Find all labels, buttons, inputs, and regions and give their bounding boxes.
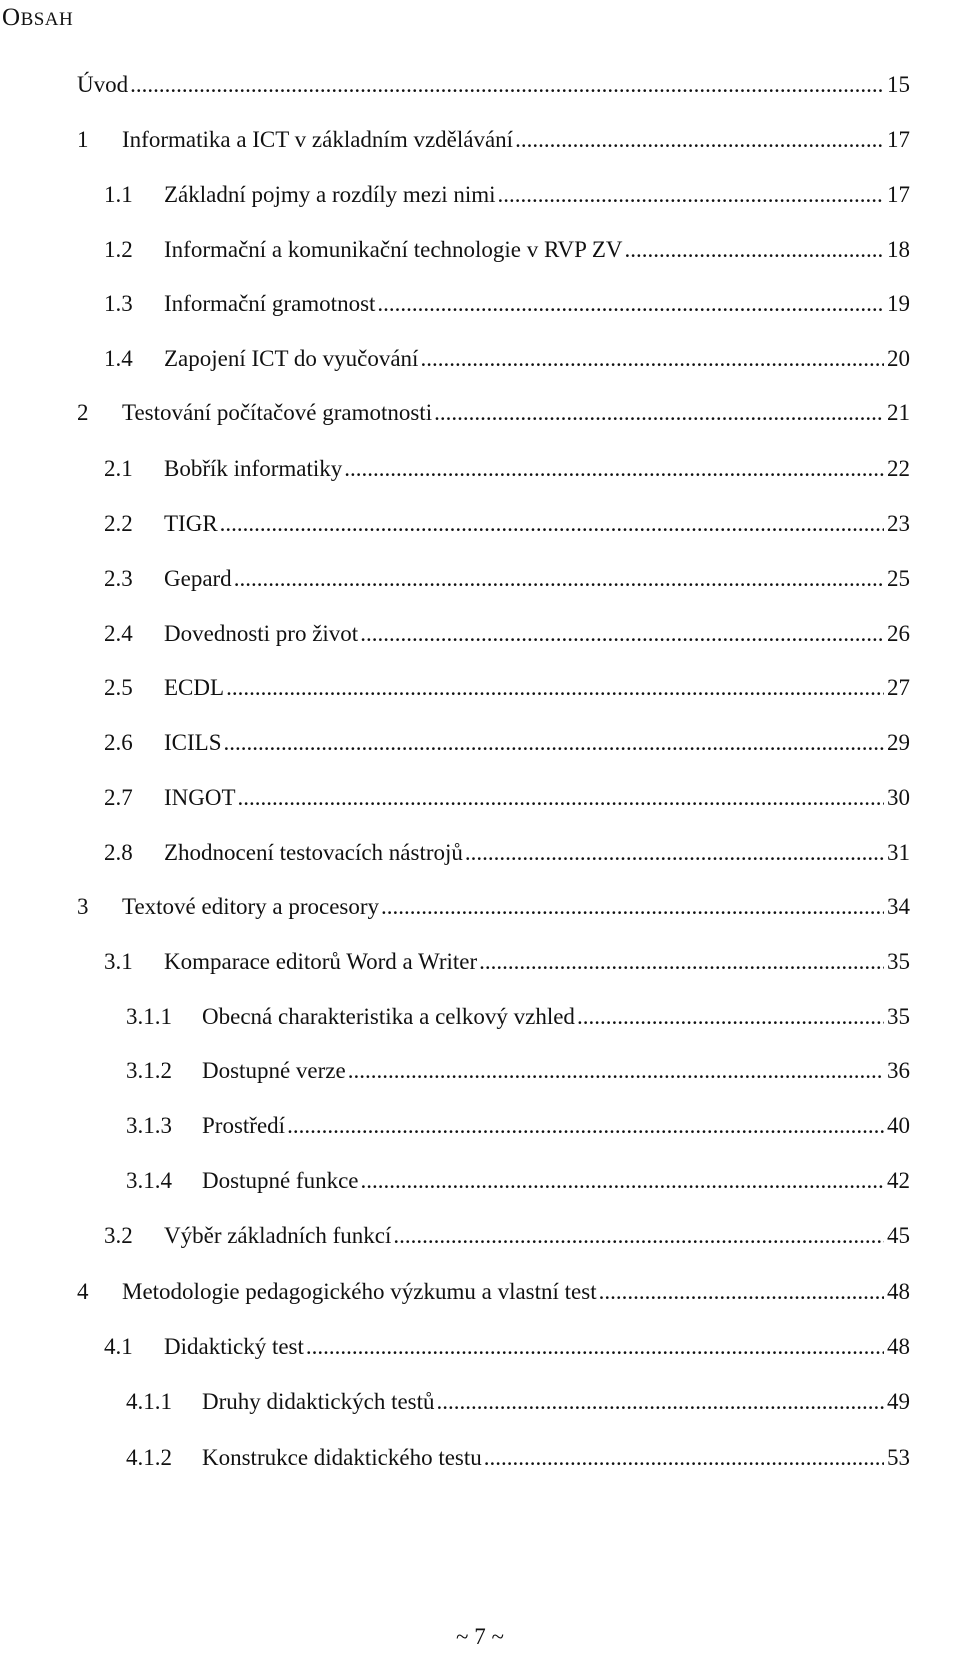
toc-dot-leader: [130, 68, 884, 102]
toc-entry-number: 2.1: [104, 456, 133, 481]
toc-entry-page: 22: [887, 456, 910, 481]
toc-entry[interactable]: [0, 233, 960, 267]
toc-entry-page: 30: [887, 785, 910, 810]
toc-entry-number: 4.1.1: [126, 1389, 172, 1414]
toc-entry[interactable]: [0, 123, 960, 157]
toc-entry-title: Textové editory a procesory: [122, 894, 380, 919]
toc-entry-title: Úvod: [77, 72, 129, 97]
toc-entry-number: 2.7: [104, 785, 133, 810]
toc-dot-leader: [484, 1441, 884, 1475]
toc-entry[interactable]: [0, 836, 960, 870]
toc-entry-number: 1.3: [104, 291, 133, 316]
toc-entry[interactable]: [0, 507, 960, 541]
toc-entry[interactable]: [0, 68, 960, 102]
toc-entry-number: 3.1.1: [126, 1004, 172, 1029]
toc-entry-title: Bobřík informatiky: [164, 456, 343, 481]
toc-entry-page: 42: [887, 1168, 910, 1193]
toc-entry-page: 48: [887, 1334, 910, 1359]
toc-entry[interactable]: [0, 1219, 960, 1253]
toc-dot-leader: [360, 617, 884, 651]
toc-entry-title: Informační a komunikační technologie v RVP ZV: [164, 237, 623, 262]
toc-entry[interactable]: [0, 617, 960, 651]
toc-entry-number: 3: [77, 894, 89, 919]
toc-entry-number: 3.2: [104, 1223, 133, 1248]
toc-entry-title: Informatika a ICT v základním vzdělávání: [122, 127, 514, 152]
toc-entry-title: Konstrukce didaktického testu: [202, 1445, 482, 1470]
toc-entry-title: Zapojení ICT do vyučování: [164, 346, 419, 371]
toc-entry-page: 23: [887, 511, 910, 536]
toc-entry-page: 25: [887, 566, 910, 591]
toc-entry[interactable]: [0, 178, 960, 212]
toc-entry-page: 48: [887, 1279, 910, 1304]
toc-entry[interactable]: [0, 396, 960, 430]
toc-dot-leader: [465, 836, 884, 870]
page-title: [2, 2, 73, 36]
toc-dot-leader: [434, 396, 884, 430]
toc-dot-leader: [220, 507, 884, 541]
toc-entry-page: 40: [887, 1113, 910, 1138]
toc-entry-page: 35: [887, 1004, 910, 1029]
toc-entry-page: 17: [887, 182, 910, 207]
toc-entry[interactable]: [0, 1330, 960, 1364]
toc-entry-number: 1.1: [104, 182, 133, 207]
toc-entry-title: ECDL: [164, 675, 225, 700]
toc-entry[interactable]: [0, 452, 960, 486]
toc-entry-page: 15: [887, 72, 910, 97]
toc-dot-leader: [420, 342, 884, 376]
toc-entry-page: 19: [887, 291, 910, 316]
toc-entry-title: Prostředí: [202, 1113, 286, 1138]
toc-entry-page: 53: [887, 1445, 910, 1470]
toc-entry-page: 21: [887, 400, 910, 425]
toc-dot-leader: [515, 123, 884, 157]
toc-dot-leader: [226, 671, 884, 705]
toc-entry-title: Dostupné verze: [202, 1058, 346, 1083]
toc-entry-title: Dovednosti pro život: [164, 621, 359, 646]
toc-entry-page: 17: [887, 127, 910, 152]
toc-entry-number: 2.3: [104, 566, 133, 591]
toc-dot-leader: [348, 1054, 884, 1088]
toc-entry-page: 31: [887, 840, 910, 865]
toc-entry[interactable]: [0, 781, 960, 815]
toc-entry[interactable]: [0, 1441, 960, 1475]
toc-entry-number: 4.1: [104, 1334, 133, 1359]
toc-entry[interactable]: [0, 671, 960, 705]
toc-entry-title: Informační gramotnost: [164, 291, 376, 316]
toc-entry-title: TIGR: [164, 511, 218, 536]
toc-dot-leader: [381, 890, 884, 924]
toc-entry[interactable]: [0, 1000, 960, 1034]
toc-entry[interactable]: [0, 890, 960, 924]
toc-entry-title: Metodologie pedagogického výzkumu a vlastní test: [122, 1279, 597, 1304]
toc-entry-page: 34: [887, 894, 910, 919]
toc-entry-number: 3.1.3: [126, 1113, 172, 1138]
toc-entry-page: 45: [887, 1223, 910, 1248]
toc-dot-leader: [344, 452, 884, 486]
toc-entry[interactable]: [0, 287, 960, 321]
toc-entry-number: 2: [77, 400, 89, 425]
toc-entry[interactable]: [0, 562, 960, 596]
toc-entry-title: Komparace editorů Word a Writer: [164, 949, 478, 974]
toc-entry-number: 3.1.4: [126, 1168, 172, 1193]
toc-entry[interactable]: [0, 1164, 960, 1198]
toc-entry-title: INGOT: [164, 785, 236, 810]
toc-entry-number: 4.1.2: [126, 1445, 172, 1470]
toc-entry-title: Gepard: [164, 566, 232, 591]
toc-dot-leader: [624, 233, 884, 267]
toc-entry[interactable]: [0, 1054, 960, 1088]
toc-dot-leader: [377, 287, 884, 321]
toc-entry-page: 35: [887, 949, 910, 974]
toc-entry-number: 2.4: [104, 621, 133, 646]
toc-dot-leader: [479, 945, 884, 979]
toc-entry[interactable]: [0, 945, 960, 979]
toc-entry-title: Testování počítačové gramotnosti: [122, 400, 433, 425]
toc-entry-number: 2.6: [104, 730, 133, 755]
toc-entry-title: Dostupné funkce: [202, 1168, 359, 1193]
toc-entry-title: Výběr základních funkcí: [164, 1223, 392, 1248]
toc-entry-page: 29: [887, 730, 910, 755]
page-number: ~ 7 ~: [456, 1624, 504, 1649]
toc-entry-page: 36: [887, 1058, 910, 1083]
toc-entry-page: 26: [887, 621, 910, 646]
toc-dot-leader: [393, 1219, 884, 1253]
toc-entry-number: 1.4: [104, 346, 133, 371]
toc-entry-title: Základní pojmy a rozdíly mezi nimi: [164, 182, 496, 207]
toc-entry-title: Zhodnocení testovacích nástrojů: [164, 840, 463, 865]
toc-entry[interactable]: [0, 1109, 960, 1143]
toc-dot-leader: [238, 781, 884, 815]
toc-entry-number: 1: [77, 127, 89, 152]
toc-entry-number: 2.8: [104, 840, 133, 865]
toc-dot-leader: [599, 1275, 884, 1309]
toc-entry-page: 20: [887, 346, 910, 371]
toc-entry-number: 1.2: [104, 237, 133, 262]
toc-entry-number: 2.5: [104, 675, 133, 700]
toc-dot-leader: [361, 1164, 885, 1198]
page-title-initial: O: [2, 4, 21, 31]
toc-entry-number: 4: [77, 1279, 89, 1304]
toc-dot-leader: [306, 1330, 884, 1364]
toc-entry-title: Didaktický test: [164, 1334, 304, 1359]
toc-entry-page: 49: [887, 1389, 910, 1414]
toc-entry-title: ICILS: [164, 730, 222, 755]
toc-dot-leader: [287, 1109, 884, 1143]
toc-dot-leader: [437, 1385, 884, 1419]
toc-entry-page: 18: [887, 237, 910, 262]
toc-entry-number: 2.2: [104, 511, 133, 536]
toc-dot-leader: [234, 562, 884, 596]
toc-entry[interactable]: [0, 726, 960, 760]
toc-entry-number: 3.1.2: [126, 1058, 172, 1083]
toc-dot-leader: [224, 726, 885, 760]
toc-dot-leader: [577, 1000, 884, 1034]
toc-entry-title: Obecná charakteristika a celkový vzhled: [202, 1004, 575, 1029]
toc-entry-page: 27: [887, 675, 910, 700]
toc-entry[interactable]: [0, 342, 960, 376]
toc-dot-leader: [498, 178, 884, 212]
page-title-rest: BSAH: [20, 9, 74, 30]
toc-entry[interactable]: [0, 1275, 960, 1309]
toc-entry-title: Druhy didaktických testů: [202, 1389, 435, 1414]
toc-entry-number: 3.1: [104, 949, 133, 974]
toc-entry[interactable]: [0, 1385, 960, 1419]
